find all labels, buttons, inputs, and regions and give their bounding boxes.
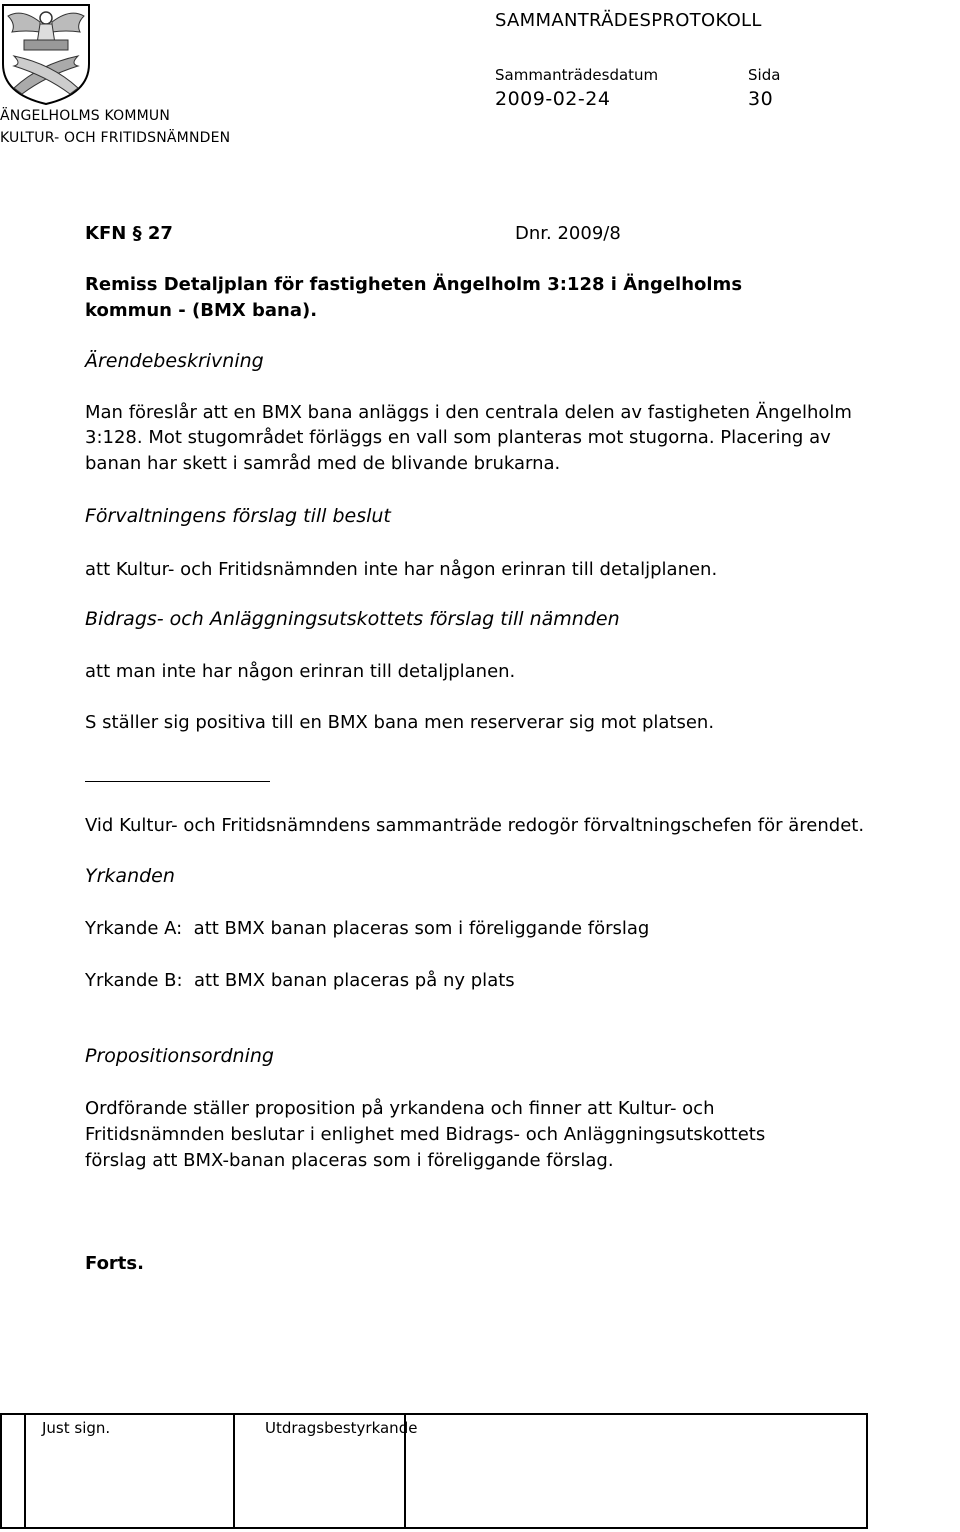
case-dnr: Dnr. 2009/8 (515, 223, 621, 244)
description-heading: Ärendebeskrivning (85, 350, 264, 372)
page-label: Sida (748, 66, 781, 84)
municipality-name: ÄNGELHOLMS KOMMUN (0, 108, 171, 124)
committee-proposal-heading: Bidrags- och Anläggningsutskottets förslag till nämnden (85, 608, 620, 630)
motion-b: Yrkande B: att BMX banan placeras på ny plats (85, 970, 515, 991)
extract-certification-label: Utdragsbestyrkande (265, 1419, 418, 1437)
proposition-heading: Propositionsordning (85, 1045, 274, 1067)
proposition-line-2: Fritidsnämnden beslutar i enlighet med Bidrags- och Anläggningsutskottets (85, 1124, 766, 1145)
signature-cell-divider (233, 1415, 235, 1527)
continued-marker: Forts. (85, 1253, 144, 1274)
description-line-3: banan har skett i samråd med de blivande brukarna. (85, 453, 561, 474)
signature-table (0, 1413, 868, 1529)
page-number: 30 (748, 88, 774, 110)
just-sign-label: Just sign. (42, 1419, 111, 1437)
municipality-coat-of-arms-logo (0, 2, 92, 106)
meeting-date-value: 2009-02-24 (495, 88, 611, 110)
case-id: KFN § 27 (85, 223, 173, 244)
committee-proposal-text: att man inte har någon erinran till detaljplanen. (85, 661, 516, 682)
motions-heading: Yrkanden (85, 865, 175, 887)
department-name: KULTUR- OCH FRITIDSNÄMNDEN (0, 130, 231, 146)
admin-proposal-text: att Kultur- och Fritidsnämnden inte har någon erinran till detaljplanen. (85, 559, 718, 580)
case-title-line-2: kommun - (BMX bana). (85, 300, 318, 321)
signature-cell-divider (24, 1415, 26, 1527)
meeting-note: Vid Kultur- och Fritidsnämndens sammanträde redogör förvaltningschefen för ärendet. (85, 815, 865, 836)
separator-line (85, 781, 270, 782)
meeting-date-label: Sammanträdesdatum (495, 66, 659, 84)
proposition-line-3: förslag att BMX-banan placeras som i föreliggande förslag. (85, 1150, 614, 1171)
case-title-line-1: Remiss Detaljplan för fastigheten Ängelholm 3:128 i Ängelholms (85, 274, 743, 295)
proposition-line-1: Ordförande ställer proposition på yrkandena och finner att Kultur- och (85, 1098, 715, 1119)
description-line-2: 3:128. Mot stugområdet förläggs en vall som planteras mot stugorna. Placering av (85, 427, 831, 448)
description-line-1: Man föreslår att en BMX bana anläggs i den centrala delen av fastigheten Ängelholm (85, 402, 852, 423)
motion-a: Yrkande A: att BMX banan placeras som i föreliggande förslag (85, 918, 650, 939)
document-title: SAMMANTRÄDESPROTOKOLL (495, 10, 762, 31)
admin-proposal-heading: Förvaltningens förslag till beslut (85, 505, 391, 527)
s-party-statement: S ställer sig positiva till en BMX bana men reserverar sig mot platsen. (85, 712, 715, 733)
